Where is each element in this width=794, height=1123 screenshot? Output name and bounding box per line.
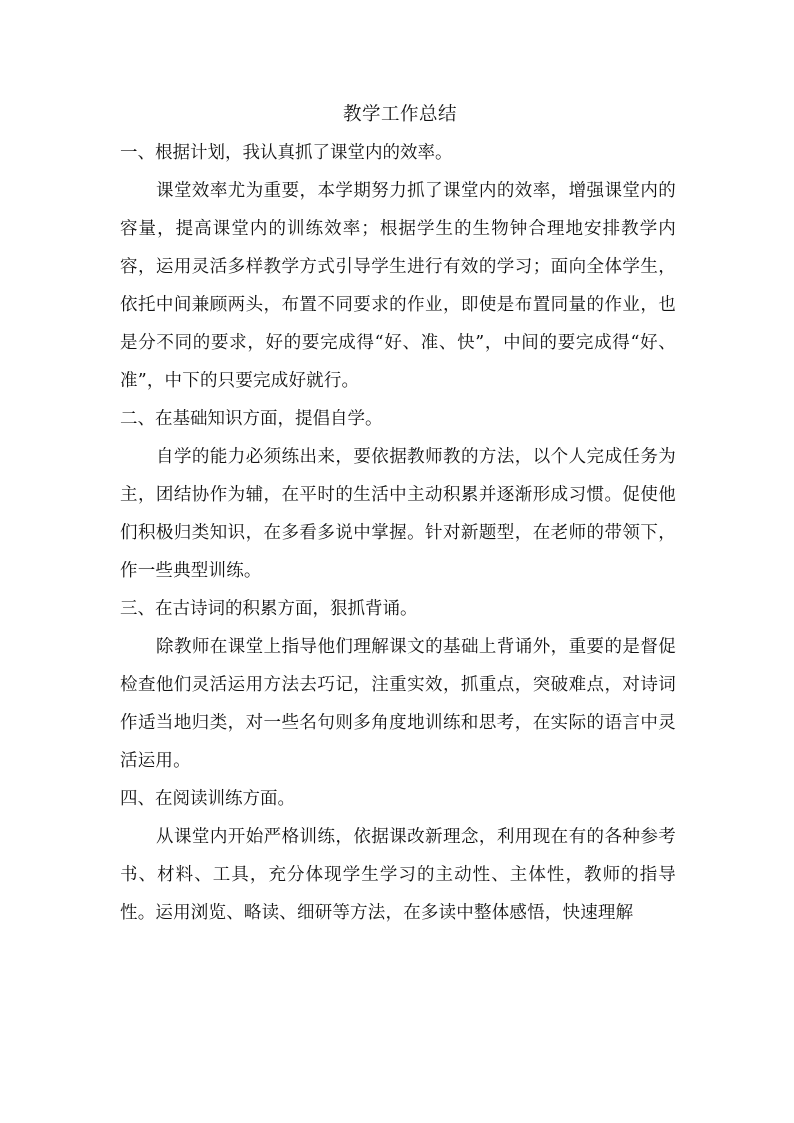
document-page bbox=[120, 96, 676, 932]
section-1-heading: 一、根据计划，我认真抓了课堂内的效率。 bbox=[120, 143, 453, 163]
section-2-body: 自学的能力必须练出来，要依据教师教的方法，以个人完成任务为主，团结协作为辅，在平时的生活中主动积累并逐渐形成习惯。促使他们积极归类知识，在多看多说中掌握。针对新题型，在老师的带领下，作一些典型训练。 bbox=[120, 447, 676, 581]
section-3-heading: 三、在古诗词的积累方面，狠抓背诵。 bbox=[120, 599, 418, 619]
section-4-heading: 四、在阅读训练方面。 bbox=[120, 789, 295, 809]
document-title: 教学工作总结 bbox=[342, 104, 457, 125]
section-2-heading: 二、在基础知识方面，提倡自学。 bbox=[120, 409, 383, 429]
section-1-body: 课堂效率尤为重要，本学期努力抓了课堂内的效率，增强课堂内的容量，提高课堂内的训练效率；根据学生的生物钟合理地安排教学内容，运用灵活多样教学方式引导学生进行有效的学习；面向全体学生，依托中间兼顾两头，布置不同要求的作业，即使是布置同量的作业，也是分不同的要求，好的要完成得“好、准、快”，中间的要完成得“好、准”，中下的只要完成好就行。 bbox=[120, 181, 676, 391]
section-4-body: 从课堂内开始严格训练，依据课改新理念，利用现在有的各种参考书、材料、工具，充分体现学生学习的主动性、主体性，教师的指导性。运用浏览、略读、细研等方法，在多读中整体感悟，快速理解 bbox=[120, 827, 676, 923]
section-3-body: 除教师在课堂上指导他们理解课文的基础上背诵外，重要的是督促检查他们灵活运用方法去巧记，注重实效，抓重点，突破难点，对诗词作适当地归类，对一些名句则多角度地训练和思考，在实际的语言中灵活运用。 bbox=[120, 637, 676, 771]
